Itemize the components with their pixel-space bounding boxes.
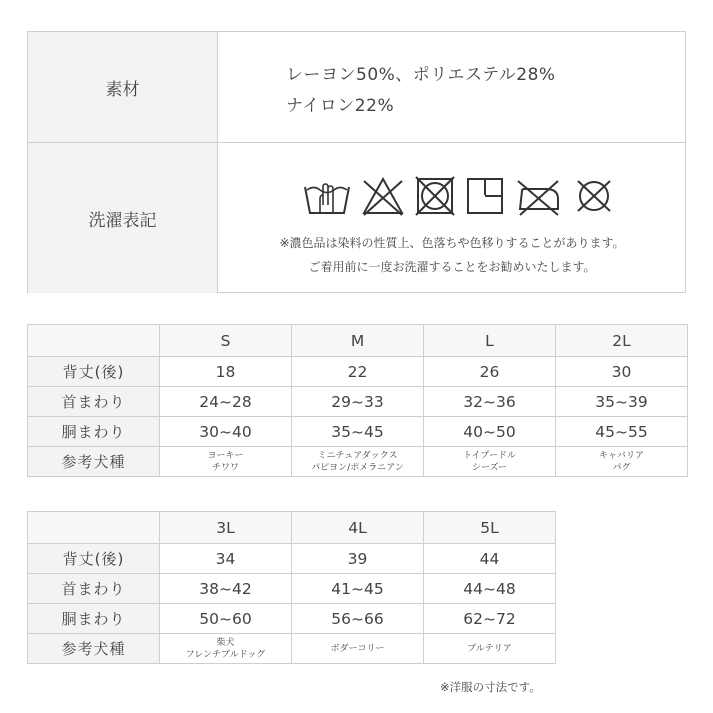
care-note-1: ※濃色品は染料の性質上、色落ちや色移りすることがあります。	[279, 236, 625, 250]
size-header: L	[424, 325, 556, 357]
material-label: 素材	[28, 32, 218, 142]
breed-line: トイプードル	[462, 450, 516, 461]
row-label: 首まわり	[28, 574, 160, 604]
breed-cell	[160, 447, 292, 477]
table-cell: 29~33	[292, 387, 424, 417]
table-header-row	[28, 325, 688, 357]
table-cell: 24~28	[160, 387, 292, 417]
table-cell: 44	[424, 544, 556, 574]
table-cell: 38~42	[160, 574, 292, 604]
size-table-1	[27, 324, 688, 477]
table-cell: 34	[160, 544, 292, 574]
breed-cell	[424, 634, 556, 664]
care-symbols	[302, 175, 616, 217]
no-bleach-icon	[360, 175, 406, 217]
breed-cell	[424, 447, 556, 477]
breed-line: フレンチブルドッグ	[185, 649, 266, 660]
size-table-2	[27, 511, 556, 664]
table-cell: 44~48	[424, 574, 556, 604]
table-cell: 56~66	[292, 604, 424, 634]
breed-line: パグ	[612, 462, 631, 473]
table-row	[28, 417, 688, 447]
table-row	[28, 544, 556, 574]
size-header: 5L	[424, 512, 556, 544]
care-note-2: ご着用前に一度お洗濯することをお勧めいたします。	[308, 260, 596, 274]
size-header: M	[292, 325, 424, 357]
table-row	[28, 447, 688, 477]
table-cell: 62~72	[424, 604, 556, 634]
row-label: 参考犬種	[28, 447, 160, 477]
breed-line: ミニチュアダックス	[317, 450, 398, 461]
table-row	[28, 604, 556, 634]
breed-cell	[160, 634, 292, 664]
size-header: S	[160, 325, 292, 357]
care-label: 洗濯表記	[28, 142, 218, 293]
breed-cell	[292, 447, 424, 477]
breed-line: ヨーキー	[207, 450, 244, 461]
header-corner	[28, 325, 160, 357]
table-row	[28, 634, 556, 664]
table-cell: 45~55	[556, 417, 688, 447]
row-label: 首まわり	[28, 387, 160, 417]
table-cell: 26	[424, 357, 556, 387]
header-corner	[28, 512, 160, 544]
drip-dry-icon	[464, 175, 506, 217]
breed-line: チワワ	[211, 462, 239, 473]
table-cell: 30	[556, 357, 688, 387]
table-cell: 41~45	[292, 574, 424, 604]
size-header: 2L	[556, 325, 688, 357]
iron-prohibited-icon	[514, 175, 564, 217]
table-row	[28, 357, 688, 387]
size-header: 3L	[160, 512, 292, 544]
size-footnote: ※洋服の寸法です。	[440, 680, 541, 694]
table-row	[28, 387, 688, 417]
table-row	[28, 574, 556, 604]
material-line-2: ナイロン22%	[286, 96, 395, 116]
row-label: 背丈(後)	[28, 357, 160, 387]
breed-cell	[292, 634, 424, 664]
row-label: 胴まわり	[28, 604, 160, 634]
table-cell: 50~60	[160, 604, 292, 634]
breed-line: 柴犬	[216, 637, 235, 648]
material-composition	[286, 60, 556, 122]
row-label: 参考犬種	[28, 634, 160, 664]
table-cell: 22	[292, 357, 424, 387]
breed-line: ボダーコリー	[330, 643, 385, 654]
no-tumble-dry-icon	[414, 175, 456, 217]
breed-line: シーズー	[471, 462, 508, 473]
table-header-row	[28, 512, 556, 544]
breed-line: パピヨン/ポメラニアン	[311, 462, 404, 473]
product-info-box	[27, 31, 686, 293]
breed-cell	[556, 447, 688, 477]
no-dry-clean-icon	[572, 175, 616, 217]
size-header: 4L	[292, 512, 424, 544]
hand-wash-icon	[302, 175, 352, 217]
table-cell: 35~45	[292, 417, 424, 447]
row-label: 胴まわり	[28, 417, 160, 447]
material-line-1: レーヨン50%、ポリエステル28%	[286, 65, 556, 85]
table-cell: 39	[292, 544, 424, 574]
breed-line: ブルテリア	[467, 643, 512, 654]
row-label: 背丈(後)	[28, 544, 160, 574]
table-cell: 32~36	[424, 387, 556, 417]
breed-line: キャバリア	[598, 450, 644, 461]
table-cell: 40~50	[424, 417, 556, 447]
table-cell: 30~40	[160, 417, 292, 447]
table-cell: 18	[160, 357, 292, 387]
table-cell: 35~39	[556, 387, 688, 417]
